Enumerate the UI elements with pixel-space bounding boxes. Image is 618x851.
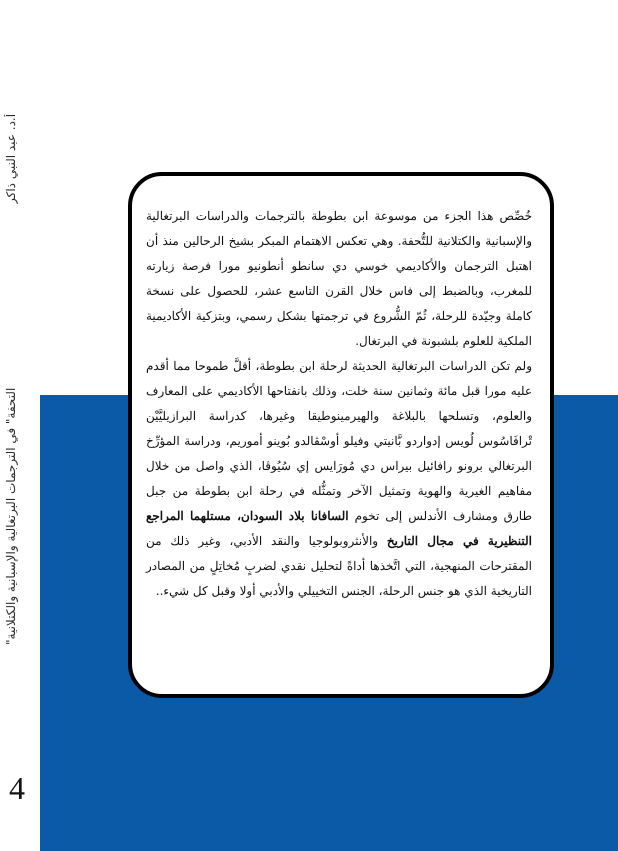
body-text xyxy=(146,204,532,604)
page-number: 4 xyxy=(9,770,25,806)
page-spine xyxy=(0,0,40,851)
paragraph-2-bold-phrase: السافانا بلاد السودان، مستلهما المراجع التنظيرية في مجال التاريخ xyxy=(146,509,533,548)
paragraph-2-part-2: والأنثروبولوجيا والنقد الأدبي، وغير ذلك من المقترحات المنهجية، التي اتَّخذها أداةً لتحليل نقدي لضربٍ مُخاتِلٍ من المصادر التاريخية الذي هو جنس الرحلة، الجنس التخييلي والأدبي أولا وقبل كل شيء.. xyxy=(146,534,532,598)
paragraph-2 xyxy=(146,354,532,604)
book-title-running-header: "التحفة" في الترجمات البرتغالية والإسبانية والكتلانية xyxy=(4,387,18,645)
paragraph-2-part-1: ولم تكن الدراسات البرتغالية الحديثة لرحلة ابن بطوطة، أقلَّ طموحا مما أقدم عليه مورا قبل مائة وثمانين سنة خلت، وذلك بانفتاحها الأكاديمي على المعارف والعلوم، وتسلحها بالبلاغة والهيرمينوطيقا وغيرها، كدراسة البرازيليَّيْن تْرافَاسُوس لُويس إدواردو بَّانيتي وفيلو أوسْڤالدو بُوينو أموريم، ودراسة المؤرِّخ البرتغالي برونو رافائيل بيراس دي مُورَايس إي سُيُوڤا، الذي واصل من خلال مفاهيم الغيرية والهوية وتمثيل الآخر وتمثُّله في رحلة ابن بطوطة من جبل طارق ومشارف الأندلس إلى تخوم xyxy=(146,359,532,523)
paragraph-1: خُصِّص هذا الجزء من موسوعة ابن بطوطة بالترجمات والدراسات البرتغالية والإسبانية والكتلانية للتُّحفة. وهي تعكس الاهتمام المبكر بشيخ الرحالين منذ أن اهتبل الترجمان والأكاديمي خوسي دي سانطو أنطونيو مورا فرصة زيارته للمغرب، وبالضبط إلى فاس خلال القرن التاسع عشر، للحصول على نسخة كاملة وجيّدة للرحلة، ثُمّ الشُّروع في ترجمتها بشكل رسمي، وبتزكية الأكاديمية الملكية للعلوم بلشبونة في البرتغال. xyxy=(146,209,532,348)
text-card xyxy=(128,172,554,698)
author-running-header: أ.د. عبد النبي ذاكر xyxy=(4,113,18,204)
